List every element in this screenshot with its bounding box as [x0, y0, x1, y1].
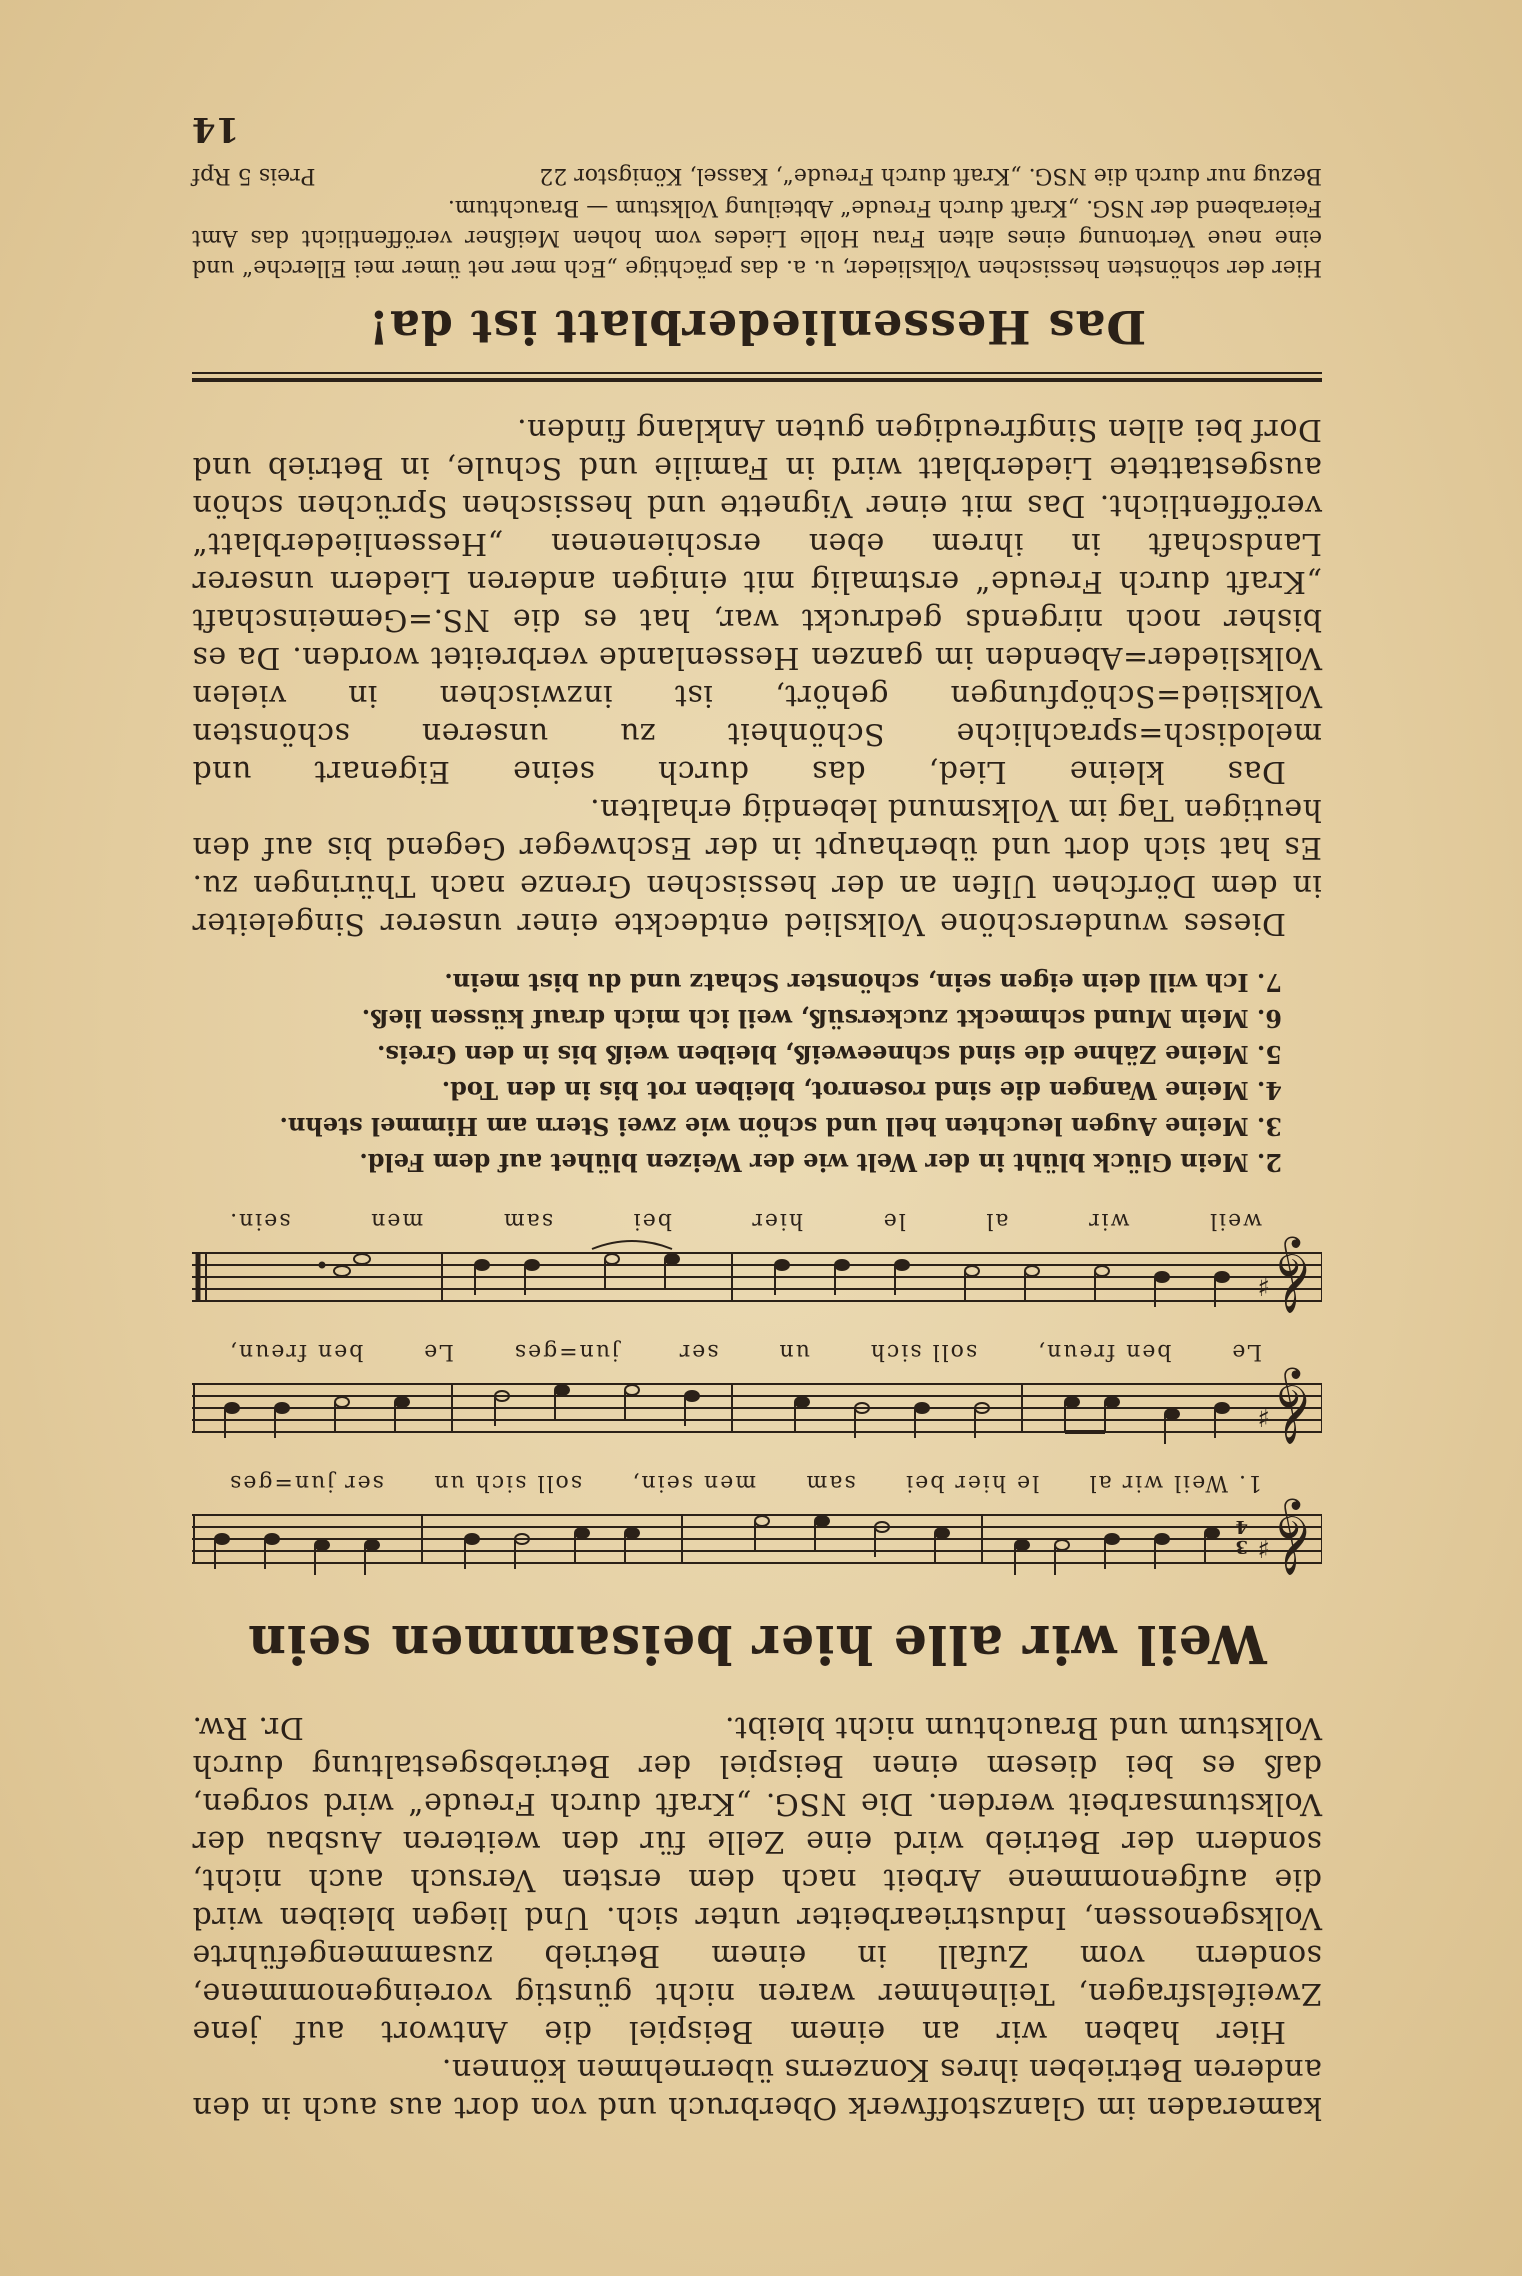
lyric-syllable: sam — [501, 1208, 554, 1233]
song-verses — [192, 964, 1282, 1180]
double-rule-divider — [192, 372, 1322, 382]
lyric-syllable: weil — [1208, 1208, 1262, 1233]
verse-line: 7. Ich will dein eigen sein, schönster Schatz und du bist mein. — [444, 968, 1282, 997]
lyric-syllable: soll sich — [868, 1339, 978, 1364]
author-signature: Dr. Rw. — [192, 1710, 304, 1745]
lyric-syllable: sein. — [228, 1208, 291, 1233]
page-content — [192, 109, 1322, 2126]
staff-notation — [192, 1497, 1322, 1583]
announcement-footer — [192, 163, 1322, 188]
lyric-syllable: men — [369, 1208, 424, 1233]
lyric-syllable: soll sich un — [432, 1470, 583, 1495]
order-info: Bezug nur durch die NSG. „Kraft durch Freude“, Kassel, Königstor 22 — [539, 163, 1322, 188]
music-staff-1 — [192, 1470, 1322, 1583]
lyric-syllable: men sein, — [630, 1470, 757, 1495]
article-paragraph: Das kleine Lied, das durch seine Eigenart und melodisch=sprachliche Schönheit zu unseren schönsten Volkslied=Schöpfungen gehört, ist inzwischen in vielen Volkslieder=Abenden im ganzen Hessenlande verbreitet worden. Da es bisher noch nirgends gedruckt war, hat es die NS.=Gemeinschaft „Kraft durch Freude“ erstmalig mit einigen anderen Liedern unserer Landschaft in ihrem eben erschienenen „Hessenliederblatt“ veröffentlicht. Das mit einer Vignette und hessischen Sprüchen schön ausgestattete Liederblatt wird in Familie und Schule, in Betrieb und Dorf bei allen Singfreudigen guten Anklang finden. — [192, 412, 1322, 789]
announcement-text: Hier der schönsten hessischen Volkslieder, u. a. das prächtige „Ech mer net ümer mei Ellerche“ und eine neue Vertonung eines alten Frau Holle Liedes vom hohen Meißner veröffentlicht das Amt Feierabend der NSG. „Kraft durch Freude“ Abteilung Volkstum — Brauchtum. — [192, 195, 1322, 280]
svg-text:𝄞: 𝄞 — [1276, 1370, 1314, 1444]
svg-text:4: 4 — [1235, 1516, 1248, 1537]
lyric-syllable: le — [881, 1208, 906, 1233]
lyric-syllable: un — [777, 1339, 810, 1364]
article-paragraph: Dieses wunderschöne Volkslied entdeckte einer unserer Singeleiter in dem Dörfchen Ulfen an der hessischen Grenze nach Thüringen zu. Es hat sich dort und überhaupt in der Eschweger Gegend bis auf den heutigen Tag im Volksmund lebendig erhalten. — [192, 792, 1322, 941]
song-title: Weil wir alle hier beisammen sein — [247, 1613, 1267, 1674]
verse-line: 4. Meine Wangen die sind rosenrot, bleiben rot bis in den Tod. — [441, 1076, 1282, 1105]
svg-text:♯: ♯ — [1257, 1401, 1270, 1431]
lyrics-line — [192, 1339, 1322, 1364]
verse-line: 5. Meine Zähne die sind schneeweiß, bleiben weiß bis in den Greis. — [376, 1040, 1282, 1069]
music-staff-3 — [192, 1208, 1322, 1321]
svg-text:3: 3 — [1235, 1536, 1248, 1557]
intro-paragraph: Hier haben wir an einem Beispiel die Antwort auf jene Zweifelsfragen, Teilnehmer waren nicht günstig voreingenommene, sondern vom Zufall in einem Betrieb zusammengeführte Volksgenossen, Industriearbeiter unter sich. Und liegen bleiben wird die aufgenommene Arbeit nach dem ersten Versuch auch nicht, sondern der Betrieb wird eine Zelle für den weiteren Ausbau der Volkstumsarbeit werden. Die NSG. „Kraft durch Freude“ wird sorgen, daß es bei diesem einen Beispiel der Betriebsgestaltung durch Volkstum und Brauchtum nicht bleibt. — [192, 1710, 1322, 2049]
staff-notation — [192, 1235, 1322, 1321]
lyric-syllable: le hier bei — [904, 1470, 1040, 1495]
svg-text:𝄞: 𝄞 — [1276, 1239, 1314, 1313]
lyrics-line — [192, 1208, 1322, 1233]
article-text — [192, 410, 1322, 942]
svg-text:♯: ♯ — [1257, 1270, 1270, 1300]
lyric-syllable: Le — [1230, 1339, 1262, 1364]
lyric-syllable: ser — [677, 1339, 719, 1364]
lyric-syllable: hier — [750, 1208, 804, 1233]
lyric-syllable: wir — [1087, 1208, 1130, 1233]
lyric-syllable: Le — [422, 1339, 454, 1364]
verse-line: 6. Mein Mund schmeckt zuckersüß, weil ich mich drauf küssen ließ. — [361, 1004, 1282, 1033]
lyric-syllable: ser jun=ges — [228, 1470, 384, 1495]
verse-line: 3. Meine Augen leuchten hell und schön wie zwei Stern am Himmel stehn. — [279, 1112, 1282, 1141]
lyric-syllable: ben freun, — [228, 1339, 364, 1364]
page-number: 14 — [192, 109, 240, 149]
lyric-syllable: al — [984, 1208, 1009, 1233]
lyrics-line — [192, 1470, 1322, 1495]
price: Preis 5 Rpf — [192, 163, 316, 188]
lyric-syllable: ben freun, — [1036, 1339, 1172, 1364]
lyric-syllable: bei — [631, 1208, 672, 1233]
staff-notation — [192, 1366, 1322, 1452]
announcement-heading: Das Hessenliederblatt ist da! — [367, 300, 1147, 354]
lyric-syllable: sam — [804, 1470, 856, 1495]
lyric-syllable: jun=ges — [512, 1339, 619, 1364]
svg-text:♯: ♯ — [1257, 1532, 1270, 1562]
intro-paragraph: kameraden im Glanzstoffwerk Oberbruch und von dort aus auch in den anderen Betrieben ihres Konzerns übernehmen können. — [192, 2052, 1322, 2125]
intro-text — [192, 1708, 1322, 2126]
verse-line: 2. Mein Glück blüht in der Welt wie der Weizen blühet auf dem Feld. — [359, 1148, 1282, 1177]
svg-text:𝄞: 𝄞 — [1276, 1501, 1314, 1575]
music-staff-2 — [192, 1339, 1322, 1452]
lyric-syllable: 1. Weil wir al — [1087, 1470, 1262, 1495]
